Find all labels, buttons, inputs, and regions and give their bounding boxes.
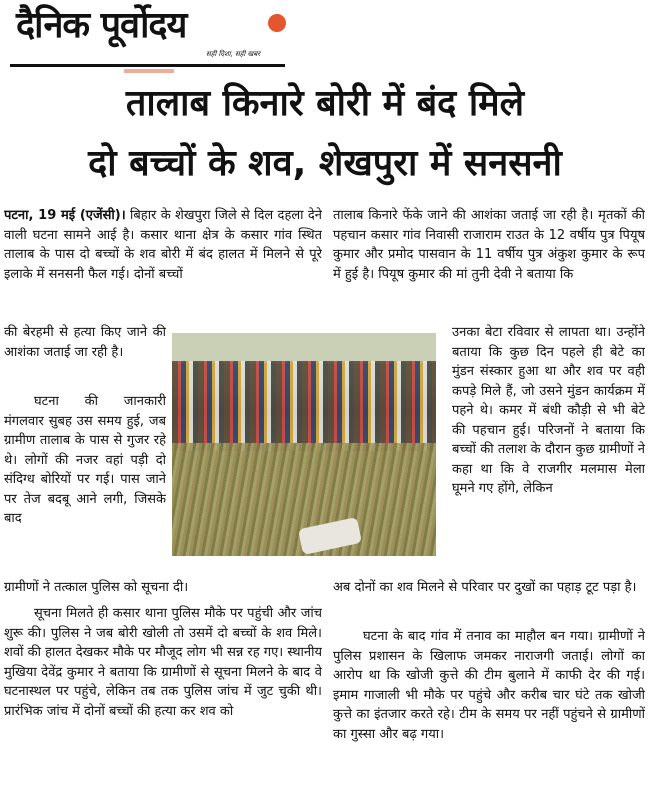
- news-photo: [172, 333, 436, 556]
- article-paragraph-2-end: ग्रामीणों ने तत्काल पुलिस को सूचना दी।: [4, 580, 189, 595]
- column-2-paragraph-2: घटना के बाद गांव में तनाव का माहौल बन गया। ग्रामीणों ने पुलिस प्रशासन के खिलाफ जमकर नाराजगी जताई। लोगों का आरोप था कि खोजी कुत्ते की टीम बुलाने में काफी देर की गई। इमाम गाजाली भी मौके पर पहुंचे और करीब चार घंटे तक खोजी कुत्ते का इंतजार करते रहे। टीम के समय पर नहीं पहुंचने से ग्रामीणों का गुस्सा और बढ़ गया।: [333, 629, 645, 742]
- column-2-paragraph-1-end: अब दोनों का शव मिलने से परिवार पर दुखों का पहाड़ टूट पड़ा है।: [333, 580, 637, 595]
- photo-crowd: [172, 361, 436, 451]
- masthead-title: दैनिक पूर्वोदय: [16, 5, 187, 46]
- article-paragraph-1: [4, 206, 322, 324]
- dateline: पटना, 19 मई (एजेंसी)।: [4, 208, 126, 223]
- headline-line-2: दो बच्चों के शव, शेखपुरा में सनसनी: [88, 143, 562, 184]
- column-2-paragraph-1: तालाब किनारे फेंके जाने की आशंका जताई जा रही है। मृतकों की पहचान कसार गांव निवासी राजाराम राउत के 12 वर्षीय पुत्र पियूष कुमार और प्रमोद पासवान के 11 वर्षीय पुत्र अंकुश कुमार के रूप में हुई है। पियूष कुमार की मां तुनी देवी ने बताया कि: [333, 208, 645, 282]
- column-2-paragraph-1-narrow: उनका बेटा रविवार से लापता था। उन्होंने बताया कि कुछ दिन पहले ही बेटे का मुंडन संस्कार हुआ था और शव पर वही कपड़े मिले हैं, जो उसने मुंडन कार्यक्रम में पहने थे। कमर में बंधी कौड़ी से भी बेटे की पहचान हुई। परिजनों ने बताया कि बच्चों की तलाश के दौरान कुछ ग्रामीणों ने कहा था कि वे राजगीर मलमास मेला घूमने गए होंगे, लेकिन: [452, 325, 645, 496]
- article-paragraph-2: घटना की जानकारी मंगलवार सुबह उस समय हुई, जब ग्रामीण तालाब के पास से गुजर रहे थे। लोगों की नजर वहां पड़ी दो संदिग्ध बोरियों पर गई। पास जाने पर तेज बदबू आने लगी, जिसके बाद: [4, 394, 166, 526]
- masthead-small-print: [124, 69, 174, 73]
- article-paragraph-3: सूचना मिलते ही कसार थाना पुलिस मौके पर पहुंची और जांच शुरू की। पुलिस ने जब बोरी खोली तो उसमें दो बच्चों के शव मिले। शवों की हालत देखकर मौके पर मौजूद लोग भी सन्न रह गए। स्थानीय मुखिया देवेंद्र कुमार ने बताया कि ग्रामीणों से सूचना मिलने के बाद वे घटनास्थल पर पहुंचे, लेकिन तब तक पुलिस जांच में जुट चुकी थी। प्रारंभिक जांच में दोनों बच्चों की हत्या कर शव को: [4, 606, 322, 719]
- article-paragraph-1-narrow: की बेरहमी से हत्या किए जाने की आशंका जताई जा रही है।: [4, 325, 166, 360]
- photo-sky: [172, 333, 436, 363]
- headline-line-1: तालाब किनारे बोरी में बंद मिले: [125, 83, 525, 124]
- masthead-tagline: सही दिशा, सही खबर: [206, 50, 261, 58]
- masthead-rule: [10, 64, 285, 67]
- masthead: [10, 4, 285, 68]
- paragraph-1-text: बिहार के शेखपुरा जिले से दिल दहला देने वाली घटना सामने आई है। कसार थाना क्षेत्र के कसार गांव स्थित तालाब के पास दो बच्चों के शव बोरी में बंद हालत में मिलने से पूरे इलाके में सनसनी फैल गई। दोनों बच्चों: [4, 208, 322, 282]
- masthead-logo-dot: [268, 14, 286, 32]
